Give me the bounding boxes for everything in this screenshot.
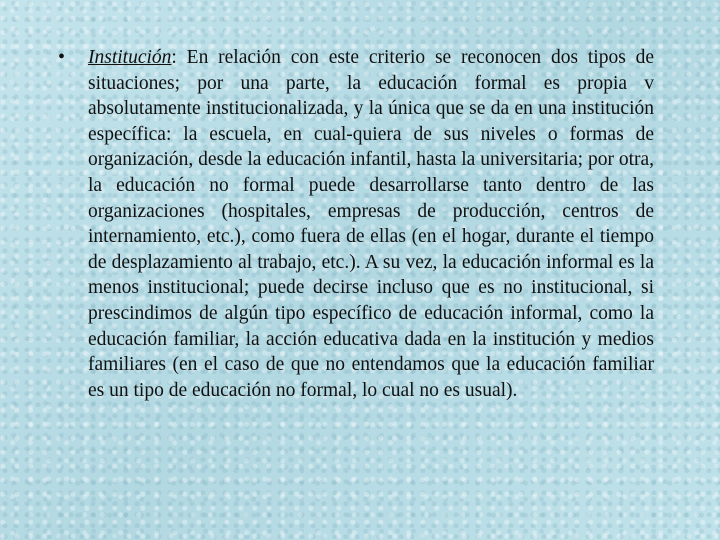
bullet-paragraph: [88, 45, 654, 403]
bullet-icon: •: [58, 46, 66, 68]
bullet-body-text: : En relación con este criterio se reconocen dos tipos de situaciones; por una parte, la educación formal es propia v absolutamente institucionalizada, y la única que se da en una institución específica: la escuela, en cual-quiera de sus niveles o formas de organización, desde la educación infantil, hasta la universitaria; por otra, la educación no formal puede desarrollarse tanto dentro de las organizaciones (hospitales, empresas de producción, centros de internamiento, etc.), como fuera de ellas (en el hogar, durante el tiempo de desplazamiento al trabajo, etc.). A su vez, la educación informal es la menos institucional; puede decirse incluso que es no institucional, si prescindimos de algún tipo específico de educación informal, como la educación familiar, la acción educativa dada en la institución y medios familiares (en el caso de que no entendamos que la educación familiar es un tipo de educación no formal, lo cual no es usual).: [88, 47, 655, 401]
term-institucion: Institución: [88, 47, 172, 68]
